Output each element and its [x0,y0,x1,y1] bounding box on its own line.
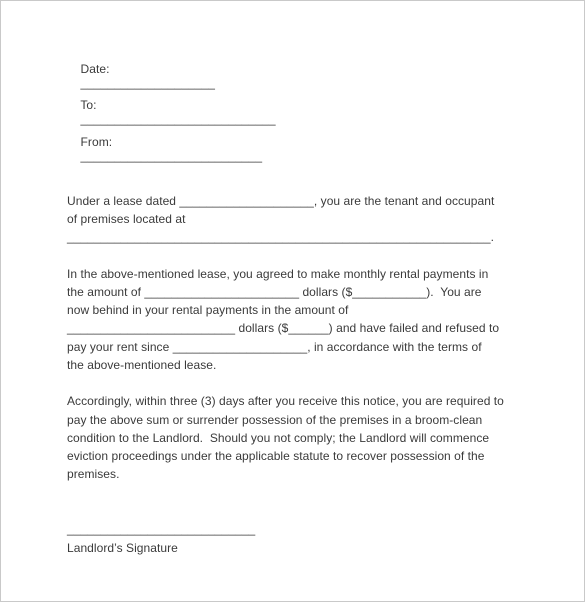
from-blank: ___________________________ [80,149,263,163]
signature-blank: ____________________________ [67,522,256,536]
date-label: Date: [80,62,110,76]
para3-line2: pay the above sum or surrender possession of the premises in a broom-clean [67,413,483,427]
para3-line1: Accordingly, within three (3) days after you receive this notice, you are required to [67,394,504,408]
from-label: From: [80,135,113,149]
para1-line1: Under a lease dated ____________________, you are the tenant and occupant [67,194,495,208]
para3-line5: premises. [67,467,120,481]
para1-line3: _______________________________________________________________. [67,230,494,244]
para2-line3: now behind in your rental payments in the amount of [67,303,349,317]
date-blank: ____________________ [80,76,216,90]
para2-line1: In the above-mentioned lease, you agreed to make monthly rental payments in [67,267,489,281]
from-field [67,121,262,177]
para2-line4: _________________________ dollars ($______) and have failed and refused to [67,321,500,335]
para2-line5: pay your rent since ____________________, in accordance with the terms of [67,340,482,354]
para3-line4: eviction proceedings under the applicable statute to recover possession of the [67,449,485,463]
para1-line2: of premises located at [67,212,186,226]
para2-line2: the amount of _______________________ dollars ($___________). You are [67,285,482,299]
signature-label: Landlord’s Signature [67,541,178,555]
para2-line6: the above-mentioned lease. [67,358,217,372]
to-label: To: [80,98,97,112]
to-blank: _____________________________ [80,112,276,126]
para3-line3: condition to the Landlord. Should you not comply; the Landlord will commence [67,431,490,445]
